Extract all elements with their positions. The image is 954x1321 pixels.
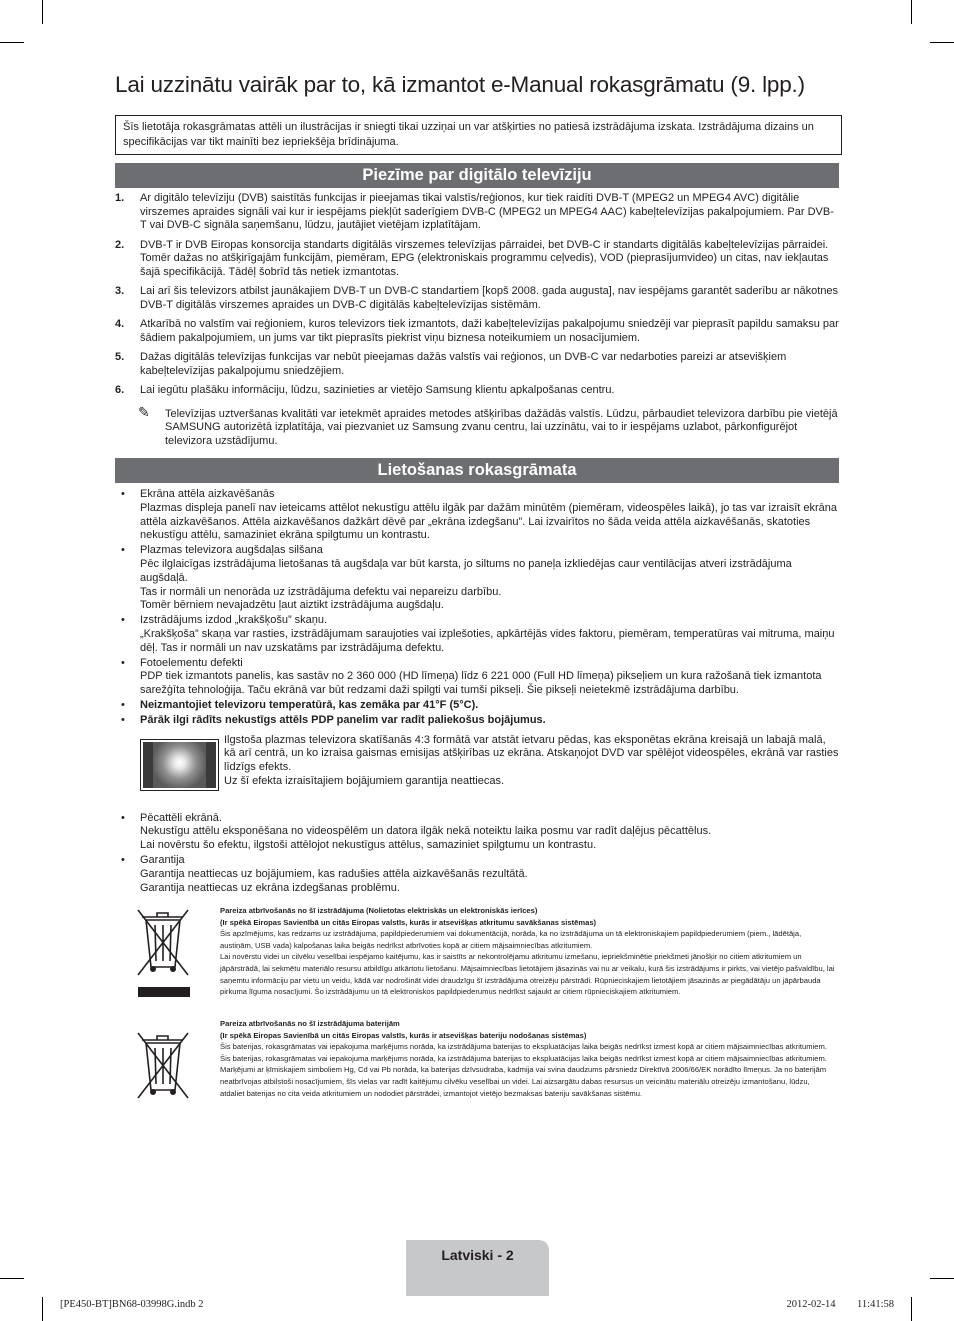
bullet-item xyxy=(115,488,839,543)
item-text: DVB-T ir DVB Eiropas konsorcija standarts digitālās virszemes televīzijas pārraidei, bet DVB-C ir standarts digitālās kabeļtelevīzijas pārraidei. Tomēr dažas no atšķirīgajām funkcijām, piemēram, EPG (elektroniskais programmu ceļvedis), VOD (pieprasījumvideo) un citas, nav iekļautas šajā specifikācijā. Tādēļ šobrīd tās netiek izmantotas. xyxy=(140,238,829,278)
image-note xyxy=(140,734,839,800)
item-text: Lai iegūtu plašāku informāciju, lūdzu, sazinieties ar vietējo Samsung klientu apkalpošanas centru. xyxy=(140,384,615,396)
note-pencil-icon: ✎ xyxy=(138,403,150,420)
crop-mark xyxy=(930,1278,954,1279)
crop-mark xyxy=(0,42,24,43)
item-text: Atkarībā no valstīm vai reģioniem, kuros televizors tiek izmantots, daži kabeļtelevīzijas pakalpojumu sniedzēji var pieprasīt papildu samaksu par šādiem pakalpojumiem, un jums var tikt pieprasīts piekrist viņu biznesa noteikumiem un nosacījumiem. xyxy=(140,318,839,344)
crop-mark xyxy=(911,0,912,24)
bullet-item xyxy=(115,614,839,655)
page-number-tab: Latviski - 2 xyxy=(406,1240,549,1296)
bullet-title: • Neizmantojiet televizoru temperatūrā, kas zemāka par 41°F (5°C). xyxy=(140,698,479,711)
digital-tv-section xyxy=(115,192,839,448)
bullet-line: Garantija neattiecas uz ekrāna izdegšanas problēmu. xyxy=(140,881,400,894)
numbered-item xyxy=(115,192,839,233)
crop-mark xyxy=(0,1278,24,1279)
battery-disposal-text: Pareiza atbrīvošanās no šī izstrādājuma baterijām (Ir spēkā Eiropas Savienībā un citās Eiropas valstīs, kurās ir atsevišķas bateriju nodošanas sistēmas) Šis baterijas, rokasgrāmatas vai iepakojuma marķējums norāda, ka izstrādājuma baterijas to ekspluatācijas laika beigās nedrīkst izmest kopā ar citiem mājsaimniecības atkritumiem. Šis baterijas, rokasgrāmatas vai iepakojuma marķējums norāda, ka izstrādājuma baterijas to ekspluatācijas laika beigās nedrīkst izmest kopā ar citiem mājsaimniecības atkritumiem. Marķējumi ar ķīmiskajiem simboliem Hg, Cd vai Pb norāda, ka baterijas dzīvsudraba, kadmija vai svina daudzums pārsniedz Direktīvā 2006/66/EK norādīto līmeņus. Ja no baterijām neatbrīvojas atbilstoši nosacījumiem, šīs vielas var radīt kaitējumu cilvēku veselībai un videi. Lai aizsargātu dabas resursus un veicinātu materiālu otreizēju izmantošanu, lūdzu, atdaliet baterijas no cita veida atkritumiem un nododiet pārstrādei, izmantojot vietējo bezmaksas bateriju savākšanas sistēmu. xyxy=(220,1019,827,1098)
item-text: Ar digitālo televīziju (DVB) saistītās funkcijas ir pieejamas tikai valstīs/reģionos, kur tiek raidīti DVB-T (MPEG2 un MPEG4 AVC) digitālie virszemes apraides signāli vai kur ir iespējams piekļūt saderīgiem DVB-C (MPEG2 un MPEG4 AAC) kabeļtelevīzijas pakalpojumiem. Par DVB-T vai DVB-C signāla saņemšanu, lūdzu, jautājiet vietējam izplatītājam. xyxy=(140,192,834,231)
bullet-list xyxy=(115,488,839,728)
bullet-line: Lai novērstu šo efektu, ilgstoši attēlojot nekustīgus attēlus, samaziniet spilgtumu un kontrastu. xyxy=(140,839,597,852)
numbered-item xyxy=(115,239,839,280)
crop-mark xyxy=(930,42,954,43)
section-heading-user-manual: Lietošanas rokasgrāmata xyxy=(115,458,839,483)
bullet-item xyxy=(115,544,839,613)
tv-screen-illustration xyxy=(140,739,219,791)
numbered-item xyxy=(115,384,839,398)
numbered-list xyxy=(115,192,839,398)
bullet-line: Nekustīgu attēlu eksponēšana no videospēlēm un datora ilgāk nekā noteiktu laika posmu var radīt daļējus pēcattēlus. xyxy=(140,825,712,838)
bullet-title: • Izstrādājums izdod „krakšķošu” skaņu. xyxy=(140,614,328,627)
bullet-line: Garantija neattiecas uz bojājumiem, kas radušies attēla aizkavēšanās rezultātā. xyxy=(140,867,528,880)
bullet-item xyxy=(115,714,839,728)
image-note-text: Ilgstoša plazmas televizora skatīšanās 4:3 formātā var atstāt ietvaru pēdas, kas eksponētas ekrāna kreisajā un labajā malā, kā arī centrā, un ko izraisa gaismas emisijas atšķirības uz ekrāna. Atskaņojot DVD var spēlējot videospēles, ekrānā var rasties līdzīgs efekts. Uz šī efekta izraisītajiem bojājumiem garantija neattiecas. xyxy=(224,733,839,787)
file-slug: [PE450-BT]BN68-03998G.indb 2 xyxy=(60,1299,204,1310)
numbered-item xyxy=(115,351,839,378)
note-text: Televīzijas uztveršanas kvalitāti var ietekmēt apraides metodes atšķirības dažādās valstīs. Lūdzu, pārbaudiet televizora darbību pie vietējā SAMSUNG autorizētā izplatītāja, vai piezvaniet uz Samsung zvanu centru, lai uzzinātu, vai to ir iespējams uzlabot, pārkonfigurējot televizora uzstādījumu. xyxy=(165,407,838,447)
bullet-title: • Pārāk ilgi rādīts nekustīgs attēls PDP panelim var radīt paliekošus bojājumus. xyxy=(140,713,546,726)
bullet-line: Tas ir normāli un nenorāda uz izstrādājuma defektu vai nepareizu darbību. xyxy=(140,585,502,598)
item-number: 1. xyxy=(115,192,125,204)
page-title: Lai uzzinātu vairāk par to, kā izmantot e-Manual rokasgrāmatu (9. lpp.) xyxy=(115,72,805,97)
bullet-item xyxy=(115,854,839,895)
bullet-line: „Krakšķoša” skaņa var rasties, izstrādājumam saraujoties vai izplešoties, apkārtējās vides faktoru, piemēram, temperatūras vai mitruma, maiņu dēļ. Tas ir normāli un nav uzskatāms par izstrādājuma defektu. xyxy=(140,627,835,654)
section-heading-digital-tv: Piezīme par digitālo televīziju xyxy=(115,163,839,188)
bullet-title: • Plazmas televizora augšdaļas silšana xyxy=(140,544,323,557)
item-text: Dažas digitālās televīzijas funkcijas var nebūt pieejamas dažās valstīs vai reģionos, un DVB-C var nedarboties pareizi ar atsevišķiem kabeļtelevīzijas pakalpojumu sniedzējiem. xyxy=(140,351,787,377)
user-manual-section xyxy=(115,488,839,896)
bullet-title: • Pēcattēli ekrānā. xyxy=(140,811,222,824)
crop-mark xyxy=(42,1297,43,1321)
item-number: 2. xyxy=(115,238,125,251)
crossed-bin-icon xyxy=(135,1018,191,1105)
item-number: 4. xyxy=(115,318,125,330)
crop-mark xyxy=(911,1297,912,1321)
bullet-item xyxy=(115,657,839,698)
numbered-item xyxy=(115,318,839,345)
disclaimer-box: Šīs lietotāja rokasgrāmatas attēli un ilustrācijas ir sniegti tikai uzziņai un var atšķirties no patiesā izstrādājuma izskata. Izstrādājuma dizains un specifikācijas var tikt mainīti bez iepriekšēja brīdinājuma. xyxy=(115,115,842,155)
bullet-line: PDP tiek izmantots panelis, kas sastāv no 2 360 000 (HD līmeņa) līdz 6 221 000 (Full HD līmeņa) pikseļiem un kura ražošanā tiek izmantota sarežģīta tehnoloģija. Taču ekrānā var būt redzami daži spilgti vai tumši pikseļi. Šie pikseļi neietekmē izstrādājuma darbību. xyxy=(140,670,822,697)
item-number: 3. xyxy=(115,285,125,297)
item-number: 5. xyxy=(115,351,125,363)
bullet-line: Plazmas displeja panelī nav ieteicams attēlot nekustīgu attēlu ilgāk par dažām minūtēm (piemēram, videospēles laikā), jo tas var izraisīt ekrāna attēla aizkavēšanos. Attēla aizkavēšanos dažkārt dēvē par „ekrāna izdegšanu”. Lai izvairītos no šāda veida attēla aizkavēšanās, skatoties nekustīgu attēlu, samaziniet ekrāna spilgtumu un kontrastu. xyxy=(140,501,837,542)
weee-disposal-text: Pareiza atbrīvošanās no šī izstrādājuma (Nolietotas elektriskās un elektroniskās ierīces) (Ir spēkā Eiropas Savienībā un citās Eiropas valstīs, kurās ir atsevišķas atkritumu savākšanas sistēmas) Šis apzīmējums, kas redzams uz izstrādājuma, papildpiederumiem vai dokumentācijā, norāda, ka no izstrādājuma un tā elektroniskajiem papildpiederumiem (piem., lādētāja, austiņām, USB vada) kalpošanas laika beigās nedrīkst atbrīvoties kopā ar citiem mājsaimniecības atkritumiem. Lai novērstu videi un cilvēku veselībai iespējamo kaitējumu, kas ir saistīts ar nekontrolējamu atkritumu izmešanu, iepriekšminētie priekšmeti jānošķir no citiem atkritumiem un jāpārstrādā, lai sekmētu materiālo resursu atbildīgu atkārtotu lietošanu. Mājsaimniecības lietotājiem jāsazinās vai nu ar veikalu, kurā šis izstrādājums ir pirkts, vai vietējo pašvaldību, lai saņemtu informāciju par vietu un veidu, kādā var nodrošināt videi draudzīgu šī izstrādājuma otreizēju pārstrādi. Rūpnieciskajiem lietotājiem jāsazinās ar piegādātāju un jāpārbauda pirkuma līguma nosacījumi. Šo izstrādājumu un tā elektroniskos papildpiederumus nedrīkst sajaukt ar citiem rūpnieciskajiem atkritumiem. xyxy=(220,906,835,997)
date-slug: 2012-02-14 ￿￿ 11:41:58 xyxy=(786,1299,894,1310)
numbered-item xyxy=(115,285,839,312)
crossed-bin-icon xyxy=(135,905,191,1002)
bullet-title: • Garantija xyxy=(140,853,185,866)
bullet-title: • Fotoelementu defekti xyxy=(140,656,243,669)
bullet-line: Pēc ilglaicīgas izstrādājuma lietošanas tā augšdaļa var būt karsta, jo siltums no paneļa izkliedējas caur ventilācijas atveri izstrādājuma augšdaļā. xyxy=(140,557,792,584)
bullet-list-2 xyxy=(115,812,839,896)
bullet-item xyxy=(115,812,839,853)
bullet-item xyxy=(115,699,839,713)
bullet-line: Tomēr bērniem nevajadzētu ļaut aiztikt izstrādājuma augšdaļu. xyxy=(140,599,444,612)
item-text: Lai arī šis televizors atbilst jaunākajiem DVB-T un DVB-C standartiem [kopš 2008. gada augusta], nav iespējams garantēt saderību ar nākotnes DVB-T digitālās virszemes apraides un DVB-C digitālās kabeļtelevīzijas sistēmām. xyxy=(140,285,839,311)
note-paragraph xyxy=(115,403,839,449)
crop-mark xyxy=(42,0,43,24)
bullet-title: • Ekrāna attēla aizkavēšanās xyxy=(140,488,275,500)
item-number: 6. xyxy=(115,384,125,396)
